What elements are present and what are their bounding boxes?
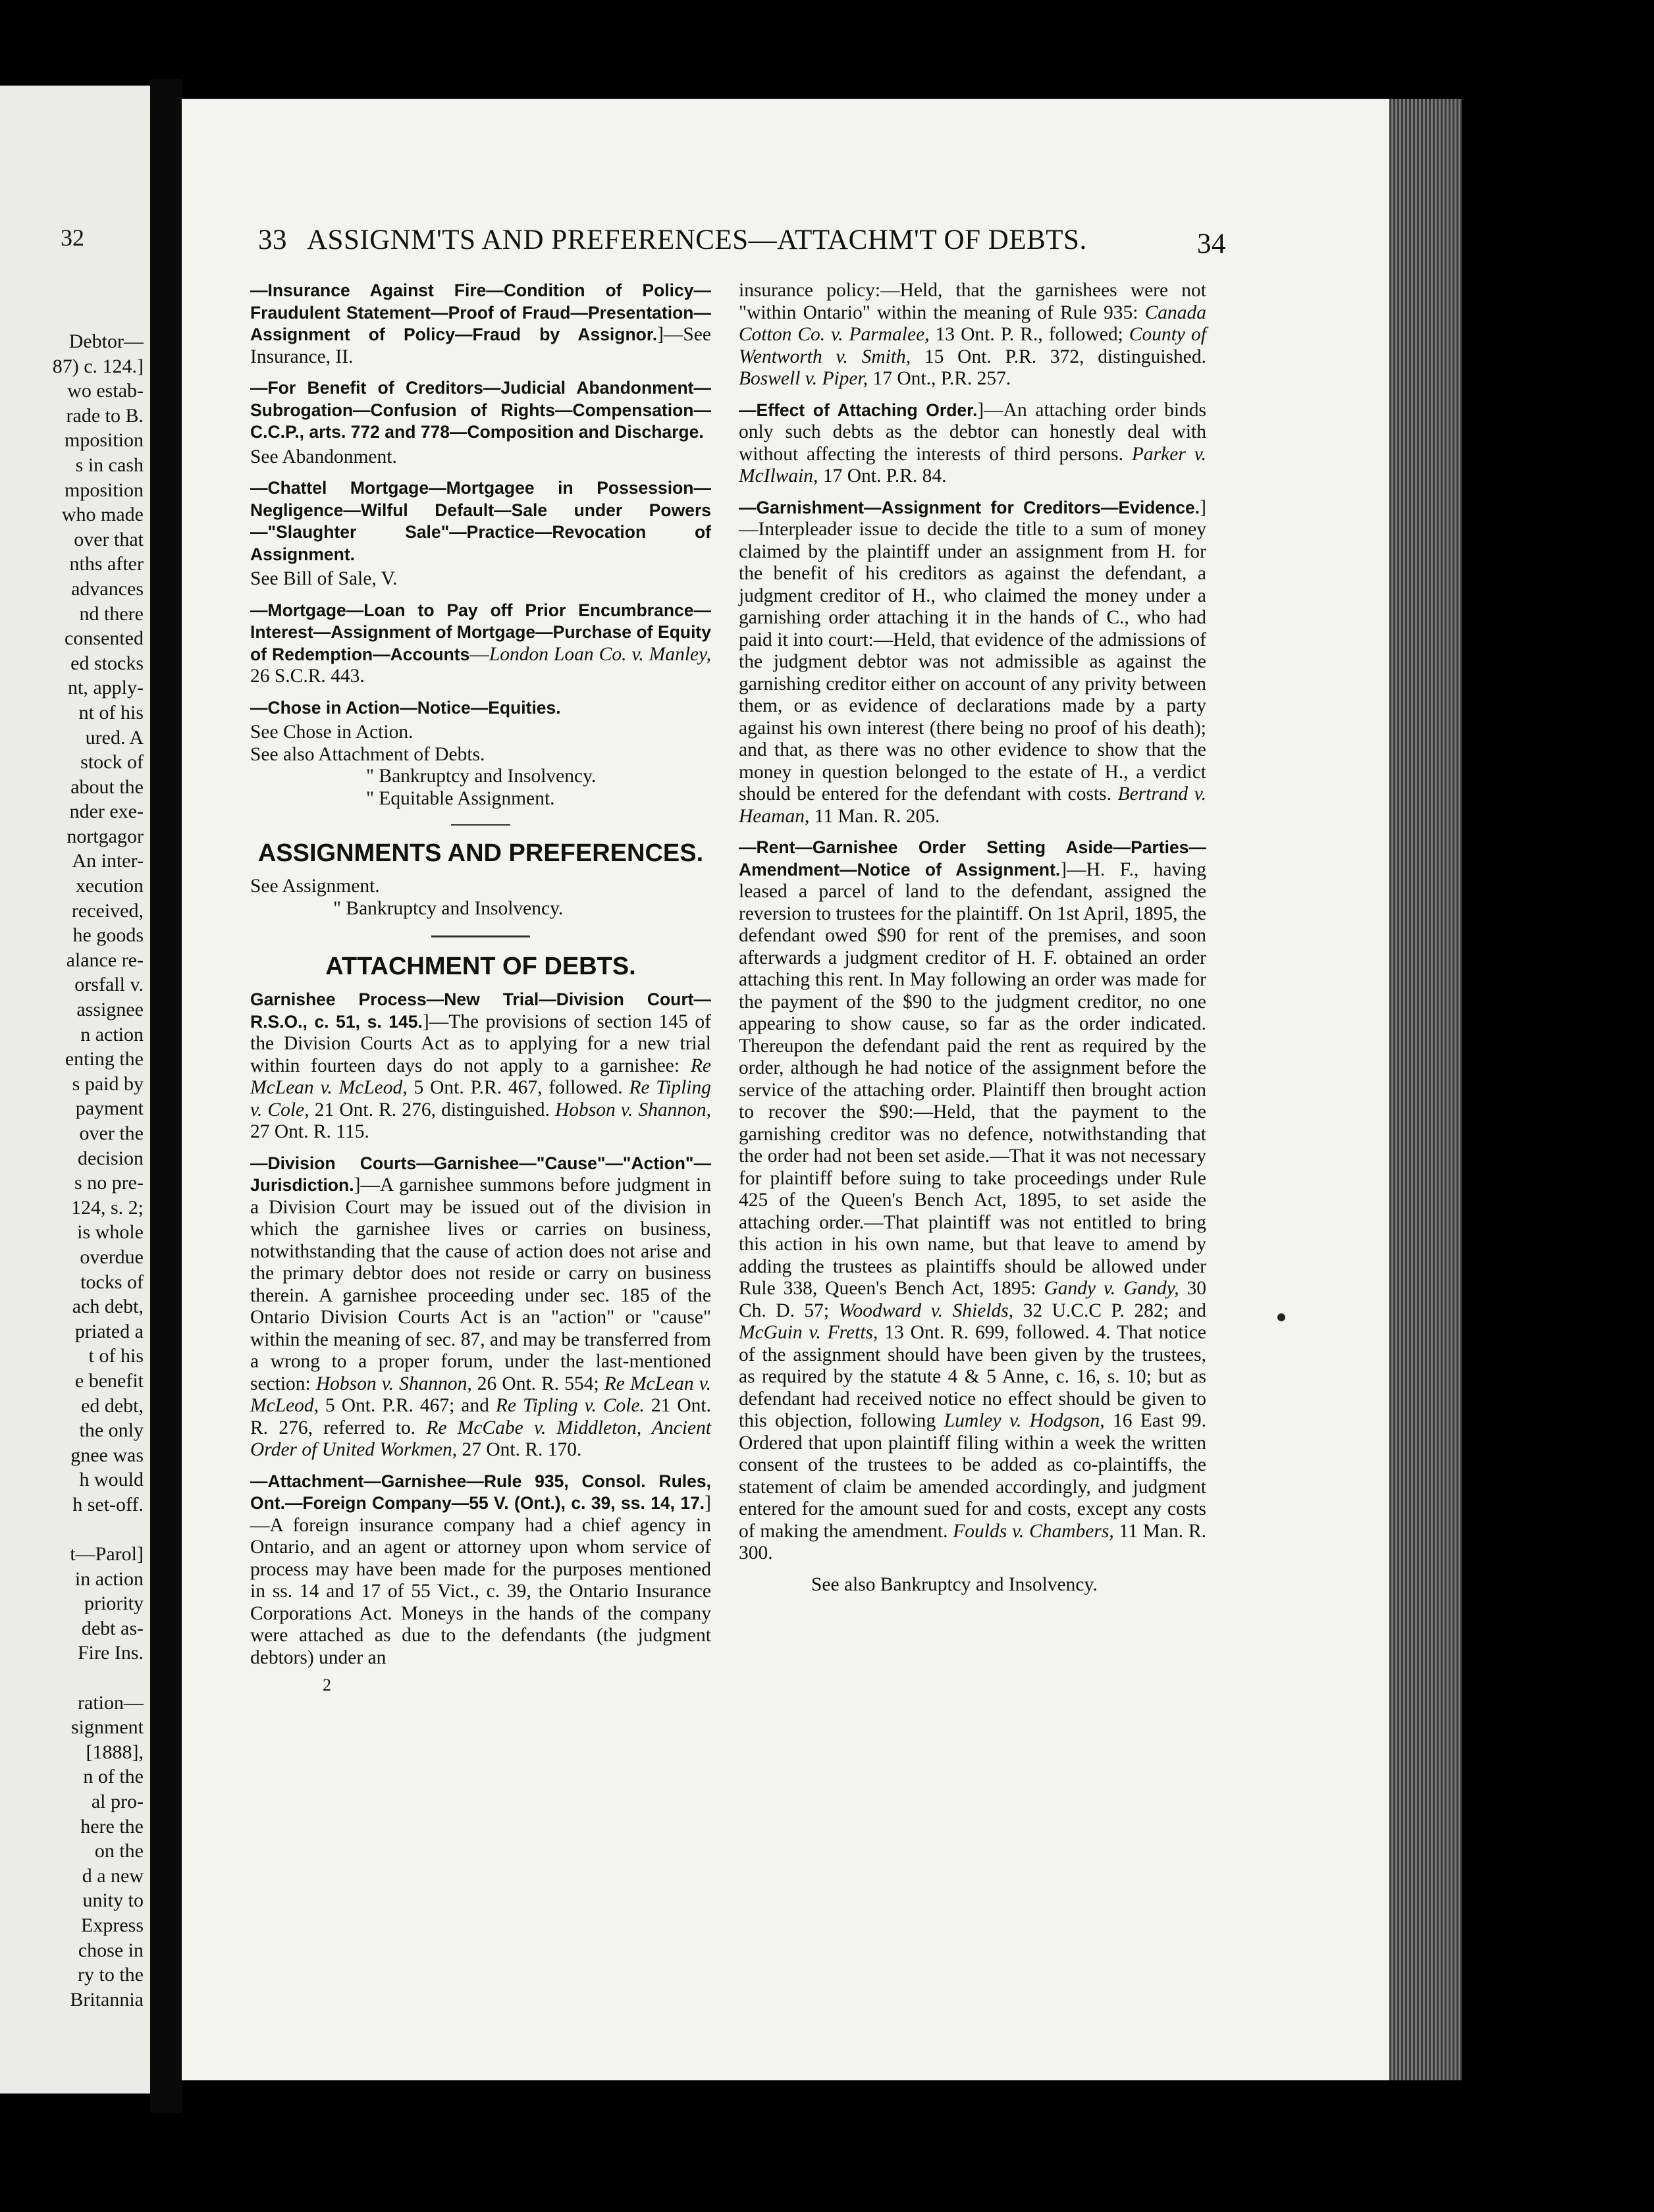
case-name: Boswell v. Piper,: [739, 368, 868, 389]
entry-continued: [739, 280, 1206, 390]
citation: 26 Ont. R. 554;: [471, 1373, 599, 1394]
case-name: Gandy v. Gandy,: [1044, 1278, 1179, 1299]
citation: 27 Ont. R. 115.: [250, 1121, 369, 1142]
left-page-line: Debtor—: [68, 330, 144, 352]
citation: 17 Ont., P.R. 257.: [868, 368, 1011, 389]
left-page-line: the only: [79, 1419, 144, 1442]
left-page-line: ration—: [78, 1691, 144, 1714]
case-name: Re McLean v. McLeod,: [250, 1373, 712, 1416]
citation: 11 Man. R. 205.: [809, 805, 940, 827]
left-page-line: t of his: [88, 1345, 144, 1367]
left-page-line: h set-off.: [72, 1493, 144, 1515]
left-page-line: over the: [79, 1122, 144, 1144]
left-page-line: nder exe-: [69, 801, 144, 823]
left-page-line: unity to: [82, 1889, 144, 1912]
case-name: Re Tipling v. Cole,: [250, 1077, 711, 1120]
cross-reference: See Assignment.: [250, 876, 380, 897]
case-name: Re McLean v. McLeod,: [250, 1055, 712, 1098]
case-name: McGuin v. Fretts,: [739, 1322, 878, 1343]
left-page-line: gnee was: [70, 1444, 144, 1466]
entry-text: ]—A garnishee summons before judgment in a Division Court may be issued out of the division in which the garnishee lives or carries on business, notwithstanding that the cause of action does not arise and the primary debtor does not reside or carry on business therein. A garnishee proceeding under sec. 185 of the Ontario Division Courts Act is an "action" or "cause" within the meaning of sec. 87, and may be transferred from a wrong to a proper forum, under the last-mentioned section:: [250, 1174, 711, 1394]
entry-text: —: [469, 643, 489, 665]
left-page-line: Britannia: [70, 1988, 144, 2011]
left-page-line: here the: [80, 1815, 144, 1837]
left-page-line: d a new: [82, 1864, 144, 1887]
left-page-line: nths after: [69, 553, 144, 575]
entry-chose-in-action: [250, 697, 711, 720]
left-page-number: 32: [61, 224, 84, 251]
entry-text: ]—H. F., having leased a parcel of land to the defendant, assigned the reversion to trustees for the plaintiff. On 1st April, 1895, the defendant owed $90 for rent of the premises, and soon afterwards a judgment creditor of H. F. obtained an order attaching this rent. In May following an order was made for the payment of the $90 to the judgment creditor, no one appearing to show cause, so far as the order indicated. Thereupon the defendant paid the rent as required by the order, although he had notice of the assignment before the service of the attaching order. Plaintiff then brought action to recover the $90:—Held, that the payment to the garnishing creditor was no defence, notwithstanding that the order had not been set aside.—That it was not necessary for plaintiff before suing to take proceedings under Rule 425 of the Queen's Bench Act, 1895, to set aside the attaching order.—That plaintiff was not entitled to bring this action in his own name, but that leave to amend by adding the trustees as plaintiffs should be allowed under Rule 338, Queen's Bench Act, 1895:: [739, 858, 1206, 1299]
citation: 21 Ont. R. 276, referred to.: [250, 1395, 711, 1438]
left-page-line: rade to B.: [66, 404, 144, 427]
left-page-line: nd there: [79, 602, 144, 625]
entry-heading: —Insurance Against Fire—Condition of Policy—Fraudulent Statement—Proof of Fraud—Presentation—Assignment of Policy—Fraud by Assignor.: [250, 280, 711, 344]
left-page-line: orsfall v.: [74, 974, 144, 996]
left-page-line: ed stocks: [70, 652, 144, 674]
section-heading-assignments: ASSIGNMENTS AND PREFERENCES.: [257, 839, 704, 867]
left-page-line: al pro-: [91, 1791, 144, 1813]
left-page-line: 124, s. 2;: [70, 1196, 144, 1219]
running-title: ASSIGNM'TS AND PREFERENCES—ATTACHM'T OF DEBTS.: [307, 224, 1087, 255]
left-page-line: s paid by: [72, 1072, 144, 1095]
case-name: Foulds v. Chambers,: [953, 1520, 1114, 1542]
case-name: Hobson v. Shannon,: [315, 1373, 472, 1394]
left-page-line: chose in: [78, 1939, 144, 1961]
left-page-line: decision: [78, 1147, 144, 1169]
left-page-line: he goods: [72, 924, 144, 947]
entry-division-courts: [250, 1153, 711, 1462]
left-page-line: An inter-: [72, 850, 144, 872]
entry-benefit-creditors: [250, 377, 711, 444]
left-page-fragment: [0, 86, 150, 2094]
entry-heading: —Chattel Mortgage—Mortgagee in Possession—Negligence—Wilful Default—Sale under Powers—"Slaughter Sale"—Practice—Revocation of Assignment.: [250, 478, 711, 564]
left-page-line: wo estab-: [67, 380, 144, 402]
citation: 11 Man. R. 300.: [739, 1520, 1207, 1564]
book-spine: [150, 79, 182, 2113]
left-page-line: e benefit: [74, 1369, 144, 1392]
case-name: Canada Cotton Co. v. Parmalee,: [739, 302, 1206, 345]
cross-reference: See also Attachment of Debts.: [250, 743, 485, 765]
left-page-line: who made: [61, 504, 144, 526]
case-name: Re McCabe v. Middleton, Ancient Order of United Workmen,: [250, 1417, 712, 1460]
case-name: London Loan Co. v. Manley,: [489, 643, 711, 665]
left-page-line: overdue: [80, 1246, 144, 1268]
left-page-line: nt, apply-: [68, 677, 144, 699]
left-page-text: [0, 329, 144, 2012]
citation: 26 S.C.R. 443.: [250, 666, 365, 687]
left-page-line: in action: [74, 1567, 144, 1590]
divider: [451, 824, 510, 826]
entry-garnishee-process: [250, 989, 711, 1144]
running-head: [258, 224, 1226, 261]
left-page-line: priated a: [74, 1320, 144, 1342]
left-page-line: ach debt,: [72, 1296, 144, 1318]
left-page-line: assignee: [76, 999, 144, 1021]
left-page-line: 87) c. 124.]: [52, 355, 144, 377]
entry-garnishment: [739, 497, 1206, 828]
case-name: Parker v. McIlwain,: [739, 443, 1206, 487]
left-page-line: s in cash: [75, 454, 144, 476]
left-page-line: is whole: [77, 1221, 144, 1244]
left-page-line: over that: [74, 528, 144, 550]
left-page-line: ured. A: [85, 726, 144, 749]
citation: 5 Ont. P.R. 467, followed.: [407, 1077, 623, 1098]
case-name: Re Tipling v. Cole.: [495, 1395, 645, 1416]
entry-heading: —Garnishment—Assignment for Creditors—Evidence.: [739, 497, 1200, 517]
entry-heading: —Mortgage—Loan to Pay off Prior Encumbrance—Interest—Assignment of Mortgage—Purchase of Equity of Redemption—Accounts: [250, 600, 711, 664]
entry-heading: —Rent—Garnishee Order Setting Aside—Parties—Amendment—Notice of Assignment.: [739, 837, 1206, 880]
left-page-line: about the: [70, 776, 144, 798]
page-edges: [1389, 99, 1462, 2080]
entry-mortgage: [250, 600, 711, 688]
left-page-line: tocks of: [80, 1271, 144, 1293]
citation: 13 Ont. R. 699, followed. 4. That notice of the assignment should have been given by the trustees, as required by the statute 4 & 5 Anne, c. 16, s. 10; but as defendant had received notice no effect should be given to this objection, following: [739, 1322, 1206, 1431]
left-page-line: ry to the: [78, 1964, 144, 1986]
left-column: [250, 280, 711, 1697]
section-heading-attachment: ATTACHMENT OF DEBTS.: [325, 953, 636, 980]
case-name: Lumley v. Hodgson,: [944, 1410, 1105, 1431]
left-page-line: payment: [75, 1097, 144, 1120]
left-page-line: advances: [71, 577, 144, 600]
left-page-line: priority: [84, 1593, 144, 1615]
case-name: Woodward v. Shields,: [838, 1300, 1014, 1321]
cross-reference: See Bill of Sale, V.: [250, 568, 398, 589]
page-number-left: 33: [258, 224, 287, 255]
left-page-line: nortgagor: [67, 825, 144, 847]
cross-reference: See Abandonment.: [250, 446, 397, 467]
entry-chattel-mortgage: [250, 477, 711, 566]
left-page-line: h would: [79, 1469, 144, 1491]
cross-reference: " Bankruptcy and Insolvency.: [366, 766, 597, 787]
left-page-line: signment: [71, 1716, 144, 1739]
left-page-line: received,: [71, 899, 144, 922]
left-page-line: enting the: [65, 1048, 144, 1070]
cross-reference: See also Bankruptcy and Insolvency.: [811, 1573, 1098, 1595]
left-page-line: s no pre-: [74, 1172, 144, 1194]
case-name: Bertrand v. Heaman,: [739, 783, 1206, 827]
left-page-line: alance re-: [66, 949, 144, 971]
entry-attachment-foreign-company: [250, 1471, 711, 1670]
entry-heading: —Attachment—Garnishee—Rule 935, Consol. Rules, Ont.—Foreign Company—55 V. (Ont.), c. 39, ss. 14, 17.: [250, 1471, 711, 1513]
entry-heading: —Effect of Attaching Order.: [739, 400, 978, 420]
case-name: Hobson v. Shannon,: [554, 1099, 711, 1120]
left-page-line: Fire Ins.: [78, 1642, 144, 1664]
left-page-line: [0, 1517, 144, 1542]
entry-heading: —Division Courts—Garnishee—"Cause"—"Action"—Jurisdiction.: [250, 1153, 711, 1195]
right-column: [739, 280, 1206, 1605]
citation: 13 Ont. P. R., followed;: [929, 324, 1123, 345]
entry-text: ]—A foreign insurance company had a chief agency in Ontario, and an agent or attorney upon whom service of process may have been made for the purposes mentioned in ss. 14 and 17 of 55 Vict., c. 39, the Ontario Insurance Corporations Act. Moneys in the hands of the company were attached as due to the defendants (the judgment debtors) under an: [250, 1492, 711, 1668]
left-page-line: Express: [81, 1914, 144, 1936]
entry-rent: [739, 837, 1206, 1565]
left-page-line: consented: [65, 627, 144, 650]
cross-reference: " Bankruptcy and Insolvency.: [333, 897, 564, 919]
case-name: County of Wentworth v. Smith,: [739, 324, 1206, 367]
left-page-line: stock of: [80, 751, 144, 774]
left-page-line: [0, 1666, 144, 1691]
left-page-line: [1888],: [86, 1741, 144, 1763]
left-page-line: t—Parol]: [70, 1543, 144, 1566]
left-page-line: n action: [80, 1023, 144, 1045]
entry-effect-attaching-order: [739, 400, 1206, 488]
left-page-line: debt as-: [81, 1617, 144, 1639]
cross-reference: See Chose in Action.: [250, 722, 414, 743]
citation: 17 Ont. P.R. 84.: [818, 465, 947, 487]
left-page-line: mposition: [64, 479, 144, 501]
entry-text: ]—The provisions of section 145 of the Division Courts Act as to applying for a new trial within fourteen days do not apply to a garnishee:: [250, 1011, 711, 1076]
citation: 32 U.C.C P. 282; and: [1013, 1300, 1206, 1321]
left-page-line: nt of his: [78, 701, 144, 724]
entry-heading: Garnishee Process—New Trial—Division Court—R.S.O., c. 51, s. 145.: [250, 989, 711, 1032]
signature-mark: 2: [323, 1675, 331, 1695]
margin-mark: [1277, 1313, 1285, 1321]
left-page-line: n of the: [83, 1766, 144, 1788]
cross-reference: " Equitable Assignment.: [366, 787, 555, 809]
entry-text: insurance policy:—Held, that the garnishees were not "within Ontario" within the meaning of Rule 935:: [739, 280, 1206, 323]
entry-text: ]—Interpleader issue to decide the title to a sum of money claimed by the plaintiff under an assignment from H. for the benefit of his creditors as against the defendant, a judgment creditor of H., who claimed the money under a garnishing order attaching it in the hands of C., who had paid it into court:—Held, that evidence of the admissions of the judgment debtor was not admissible as against the garnishing creditor either on account of any privity between them, or as evidence of declarations made by a party against his own interest (there being no proof of his death); and that, as there was no other evidence to show that the money in question belonged to the estate of H., a verdict should be entered for the defendant with costs.: [739, 496, 1206, 804]
entry-text: ]—See Insurance, II.: [250, 324, 711, 367]
page-number-right: 34: [1197, 228, 1226, 259]
citation: 27 Ont. R. 170.: [457, 1439, 582, 1460]
left-page-line: on the: [94, 1840, 144, 1862]
entry-text: ]—An attaching order binds only such debts as the debtor can honestly deal with without affecting the interests of third persons.: [739, 399, 1206, 465]
citation: 5 Ont. P.R. 467; and: [319, 1395, 489, 1416]
entry-heading: —Chose in Action—Notice—Equities.: [250, 697, 561, 718]
entry-insurance: [250, 280, 711, 368]
divider: [431, 935, 530, 937]
entry-heading: —For Benefit of Creditors—Judicial Abandonment—Subrogation—Confusion of Rights—Compensation—C.C.P., arts. 772 and 778—Composition and Discharge.: [250, 378, 711, 442]
citation: 21 Ont. R. 276, distinguished.: [309, 1099, 550, 1120]
citation: 15 Ont. P.R. 372, distinguished.: [911, 346, 1206, 367]
citation: 16 East 99. Ordered that upon plaintiff filing within a week the written consent of the trustees to be added as co-plaintiffs, the statement of claim be amended accordingly, and judgment entered for the amount sued for and costs, except any costs of making the amendment.: [739, 1410, 1206, 1542]
left-page-line: xecution: [75, 875, 144, 897]
left-page-line: ed debt,: [81, 1394, 144, 1417]
citation: 30 Ch. D. 57;: [739, 1278, 1207, 1321]
left-page-line: mposition: [64, 429, 144, 452]
